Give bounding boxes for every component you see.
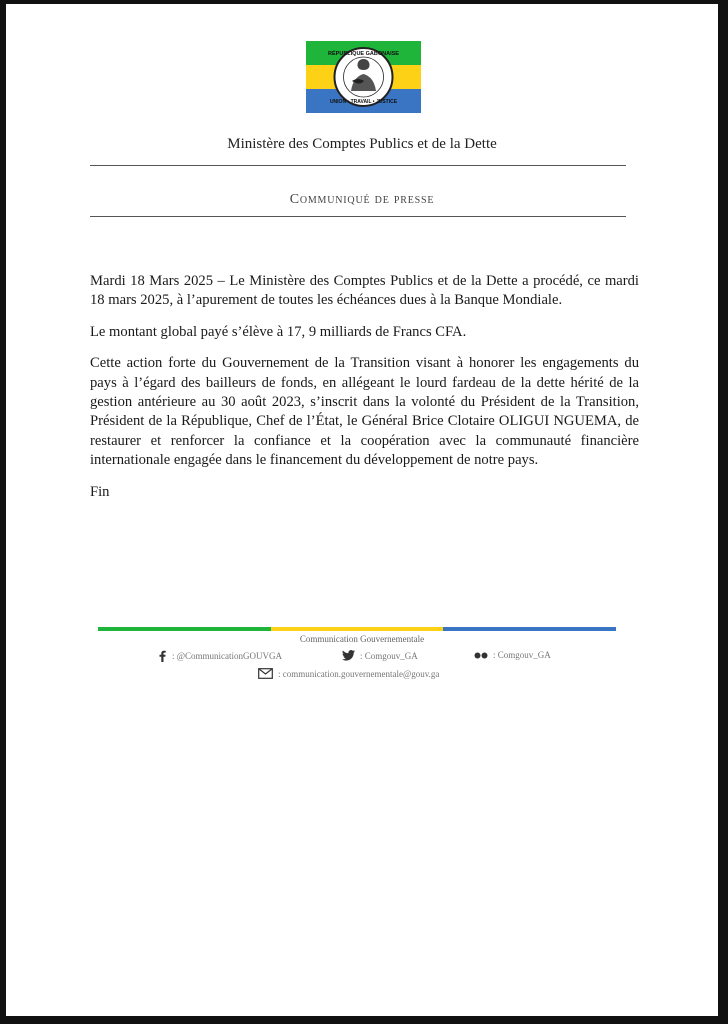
body-paragraph: Mardi 18 Mars 2025 – Le Ministère des Comptes Publics et de la Dette a procédé, ce mardi 18 mars 2025, à l’apurement de toutes les échéances dues à la Banque Mondiale.	[90, 273, 639, 309]
emblem-top-text: RÉPUBLIQUE GABONAISE	[328, 51, 399, 57]
flickr-contact[interactable]	[474, 650, 551, 660]
twitter-handle: : Comgouv_GA	[360, 650, 418, 661]
email-address: : communication.gouvernementale@gouv.ga	[278, 668, 440, 679]
twitter-icon	[342, 650, 355, 661]
header-divider-bottom	[90, 216, 626, 217]
header-divider-top	[90, 165, 626, 166]
ministry-name: Ministère des Comptes Publics et de la Dette	[227, 136, 497, 152]
footer-color-bar	[98, 627, 616, 631]
flickr-icon	[474, 652, 488, 659]
facebook-icon	[158, 650, 167, 662]
flickr-handle: : Comgouv_GA	[493, 650, 551, 660]
footer-bar-blue	[443, 627, 616, 631]
facebook-handle: : @CommunicationGOUVGA	[172, 651, 283, 661]
footer-title: Communication Gouvernementale	[299, 634, 425, 644]
mail-icon	[258, 668, 273, 679]
facebook-contact[interactable]	[158, 650, 282, 662]
closing-text: Fin	[90, 483, 110, 500]
document-type-heading: Communiqué de presse	[289, 192, 435, 207]
twitter-contact[interactable]	[342, 650, 418, 661]
body-paragraph: Cette action forte du Gouvernement de la Transition visant à honorer les engagements du pays à l’égard des bailleurs de fonds, en allégeant le lourd fardeau de la dette hérité de la gestion antérieure au 30 août 2023, s’inscrit dans la volonté du Président de la Transition, Président de la République, Chef de l’État, le Général Brice Clotaire OLIGUI NGUEMA, de restaurer et renforcer la confiance et la coopération avec la communauté financière internationale engagée dans le financement du développement de notre pays.	[90, 355, 639, 469]
gabon-emblem	[306, 41, 421, 113]
press-release-body	[90, 272, 639, 514]
footer-bar-green	[98, 627, 271, 631]
press-release-page	[6, 4, 718, 1016]
email-contact[interactable]	[258, 668, 439, 679]
footer-bar-yellow	[271, 627, 444, 631]
emblem-bottom-text: UNION • TRAVAIL • JUSTICE	[329, 99, 398, 105]
body-paragraph: Le montant global payé s’élève à 17, 9 milliards de Francs CFA.	[90, 323, 467, 340]
